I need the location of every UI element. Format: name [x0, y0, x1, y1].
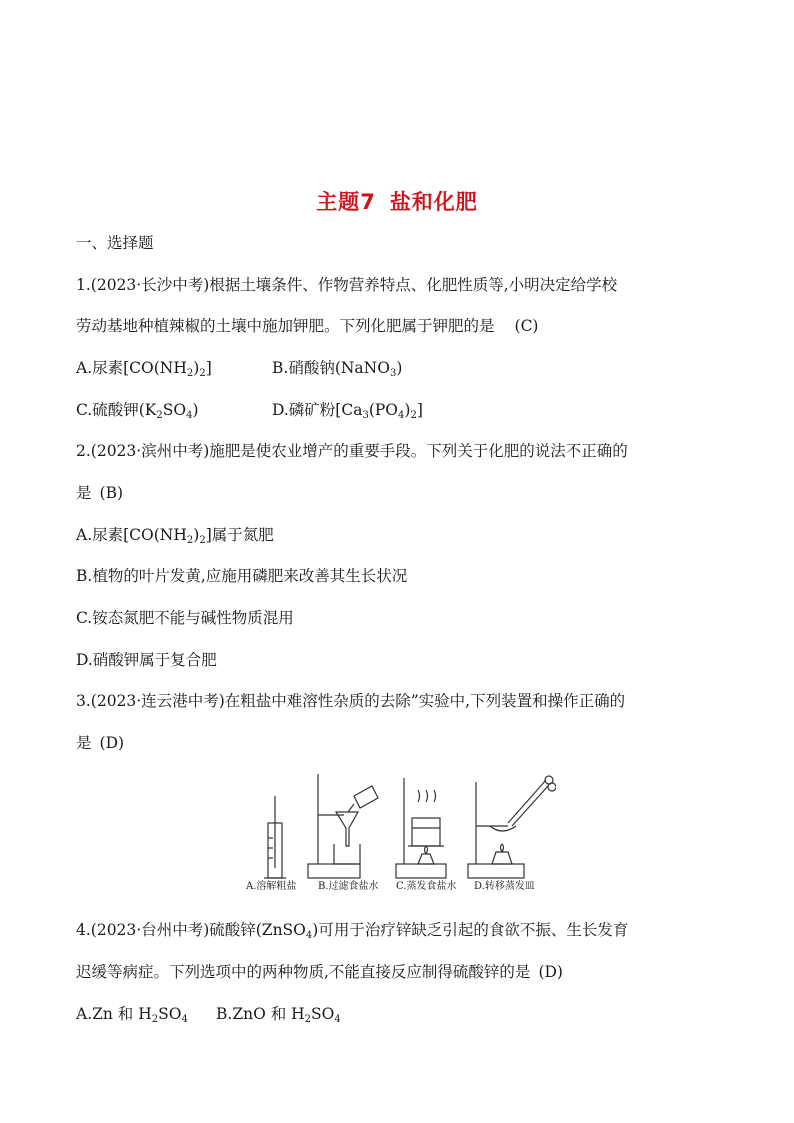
q1-option-b: B.硝酸钠(NaNO$_3$): [272, 359, 403, 379]
q2-option-b: B.植物的叶片发黄,应施用磷肥来改善其生长状况: [76, 567, 408, 585]
lab-apparatus-figure: [246, 768, 556, 894]
q4-line2: 迟缓等病症。下列选项中的两种物质,不能直接反应制得硫酸锌的是 (D): [76, 963, 563, 981]
q1-line2: [76, 316, 538, 336]
q1-line1: 1.(2023·长沙中考)根据土壤条件、作物营养特点、化肥性质等,小明决定给学校: [76, 276, 618, 294]
caption-b: B.过滤食盐水: [318, 881, 379, 892]
q4-option-b: B.ZnO 和 $H_2SO_4$: [216, 1005, 341, 1025]
q4-answer: (D): [538, 963, 563, 981]
page-title: [0, 186, 794, 216]
q2-option-d: D.硝酸钾属于复合肥: [76, 651, 217, 669]
caption-a: A.溶解粗盐: [246, 881, 297, 892]
caption-d: D.转移蒸发皿: [474, 881, 535, 892]
q2-line1: 2.(2023·滨州中考)施肥是使农业增产的重要手段。下列关于化肥的说法不正确的: [76, 442, 628, 460]
section-heading: 一、选择题: [76, 234, 154, 252]
title-name: 盐和化肥: [389, 190, 478, 214]
q2-option-c: C.铵态氮肥不能与碱性物质混用: [76, 609, 294, 627]
crucible-tongs-apparatus-icon: [468, 776, 556, 878]
q2-option-a: A.尿素$[CO(NH_2)_2]$属于氮肥: [76, 526, 274, 546]
q3-line1: 3.(2023·连云港中考)在粗盐中难溶性杂质的去除”实验中,下列装置和操作正确的: [76, 692, 626, 710]
q2-answer: (B): [99, 484, 124, 502]
q4-line1: 4.(2023·台州中考)硫酸锌(ZnSO$_4$)可用于治疗锌缺乏引起的食欲不振、生长发育: [76, 921, 629, 941]
title-prefix: 主题: [316, 190, 361, 214]
evaporation-apparatus-icon: [396, 778, 446, 878]
caption-c: C.蒸发食盐水: [396, 881, 457, 892]
figure-captions: [246, 877, 556, 892]
title-number: 7: [360, 190, 376, 214]
q1-answer: (C): [514, 317, 539, 335]
q1-option-a: A.尿素$[CO(NH_2)_2]$: [76, 359, 212, 379]
q2-line2: 是 (B): [76, 484, 124, 502]
q1-option-d: D.磷矿粉$[Ca_3(PO_4)_2]$: [272, 401, 423, 421]
filtration-apparatus-icon: [308, 774, 378, 878]
q3-answer: (D): [99, 734, 125, 752]
q1-option-c: C.硫酸钾$(K_2SO_4)$: [76, 401, 199, 421]
graduated-cylinder-icon: [264, 796, 286, 878]
q1-line2-text: 劳动基地种植辣椒的土壤中施加钾肥。下列化肥属于钾肥的是: [76, 317, 495, 335]
q3-line2: 是 (D): [76, 734, 125, 752]
q4-option-a: A.Zn 和 $H_2SO_4$: [76, 1005, 188, 1025]
